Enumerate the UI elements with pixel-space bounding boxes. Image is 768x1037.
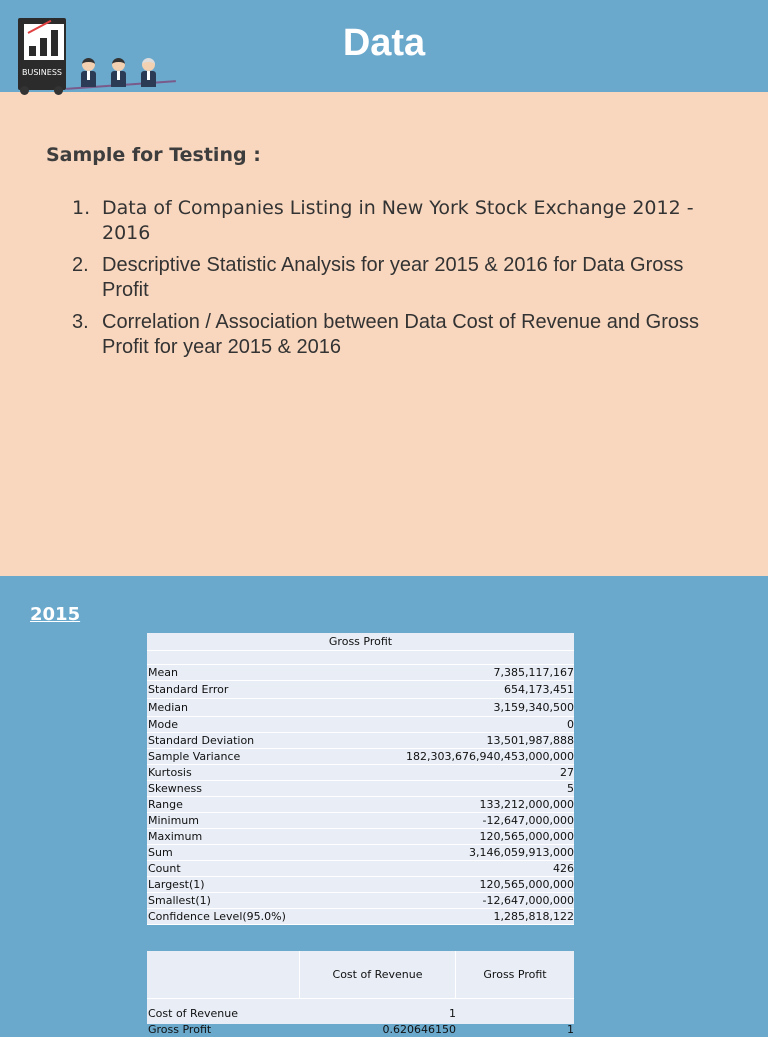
row-label: Smallest(1) [148,894,211,907]
list-item [72,253,732,303]
row-value: 7,385,117,167 [493,666,574,679]
table-row [147,893,574,909]
cell-value: 1 [567,1022,574,1036]
row-value: 3,159,340,500 [493,701,574,714]
table-row [147,681,574,699]
table-row [147,797,574,813]
row-label: Mode [148,718,178,731]
header-cell [147,951,300,998]
descriptive-stats-table [147,633,574,925]
table-row [147,665,574,681]
row-value: -12,647,000,000 [482,894,574,907]
list-text: Descriptive Statistic Analysis for year 2015 & 2016 for Data Gross Profit [102,254,684,301]
table-row [147,909,574,925]
list-number: 1. [72,197,91,219]
row-label: Kurtosis [148,766,192,779]
row-label: Minimum [148,814,199,827]
row-value: 1,285,818,122 [493,910,574,923]
table-row [147,1005,574,1021]
table-row [147,749,574,765]
row-value: 133,212,000,000 [479,798,574,811]
row-value: 654,173,451 [504,683,574,696]
correlation-table [147,951,574,1036]
row-label: Standard Deviation [148,734,255,747]
cell-value: 1 [449,1006,456,1020]
table-row [147,861,574,877]
list-item [72,310,732,360]
slide-title: Data [342,22,426,64]
table-row [147,829,574,845]
row-label: Confidence Level(95.0%) [148,910,286,923]
year-heading: 2015 [30,604,81,625]
row-label: Count [148,862,181,875]
wheel-icon [54,86,63,95]
row-value: -12,647,000,000 [482,814,574,827]
row-label: Median [148,701,189,714]
table-header: Gross Profit [147,633,574,651]
wheel-icon [20,86,29,95]
sample-heading: Sample for Testing : [46,144,261,166]
list-number: 2. [72,254,89,276]
table-row [147,877,574,893]
table-row [147,765,574,781]
row-value: 3,146,059,913,000 [469,846,574,859]
list-text: Data of Companies Listing in New York Stock Exchange 2012 - 2016 [102,197,694,244]
row-value: 426 [553,862,574,875]
row-label: Largest(1) [148,878,205,891]
table-row [147,781,574,797]
row-label: Sum [148,846,173,859]
table-row [147,845,574,861]
table-header-row [147,951,574,999]
row-value: 27 [560,766,574,779]
row-value: 5 [567,782,574,795]
row-label: Mean [148,666,178,679]
row-value: 182,303,676,940,453,000,000 [406,750,574,763]
header-cell: Cost of Revenue [300,951,456,998]
cell-value: 0.620646150 [382,1022,456,1036]
row-label: Standard Error [148,683,229,696]
row-label: Range [148,798,183,811]
row-label: Gross Profit [148,1022,212,1036]
table-blank-row [147,651,574,665]
row-value: 13,501,987,888 [486,734,574,747]
sample-list [72,196,732,367]
row-label: Skewness [148,782,202,795]
table-row [147,813,574,829]
slide-header [0,0,768,92]
list-item [72,196,732,246]
list-number: 3. [72,311,89,333]
table-row [147,699,574,717]
row-label: Sample Variance [148,750,241,763]
row-label: Cost of Revenue [148,1006,238,1020]
table-row [147,1021,574,1037]
table-row [147,717,574,733]
table-row [147,733,574,749]
row-value: 0 [567,718,574,731]
row-value: 120,565,000,000 [479,878,574,891]
list-text: Correlation / Association between Data Cost of Revenue and Gross Profit for year 2015 & 2016 [102,311,699,358]
logo-text: BUSINESS [22,68,62,77]
header-cell: Gross Profit [483,968,547,981]
row-value: 120,565,000,000 [479,830,574,843]
row-label: Maximum [148,830,203,843]
